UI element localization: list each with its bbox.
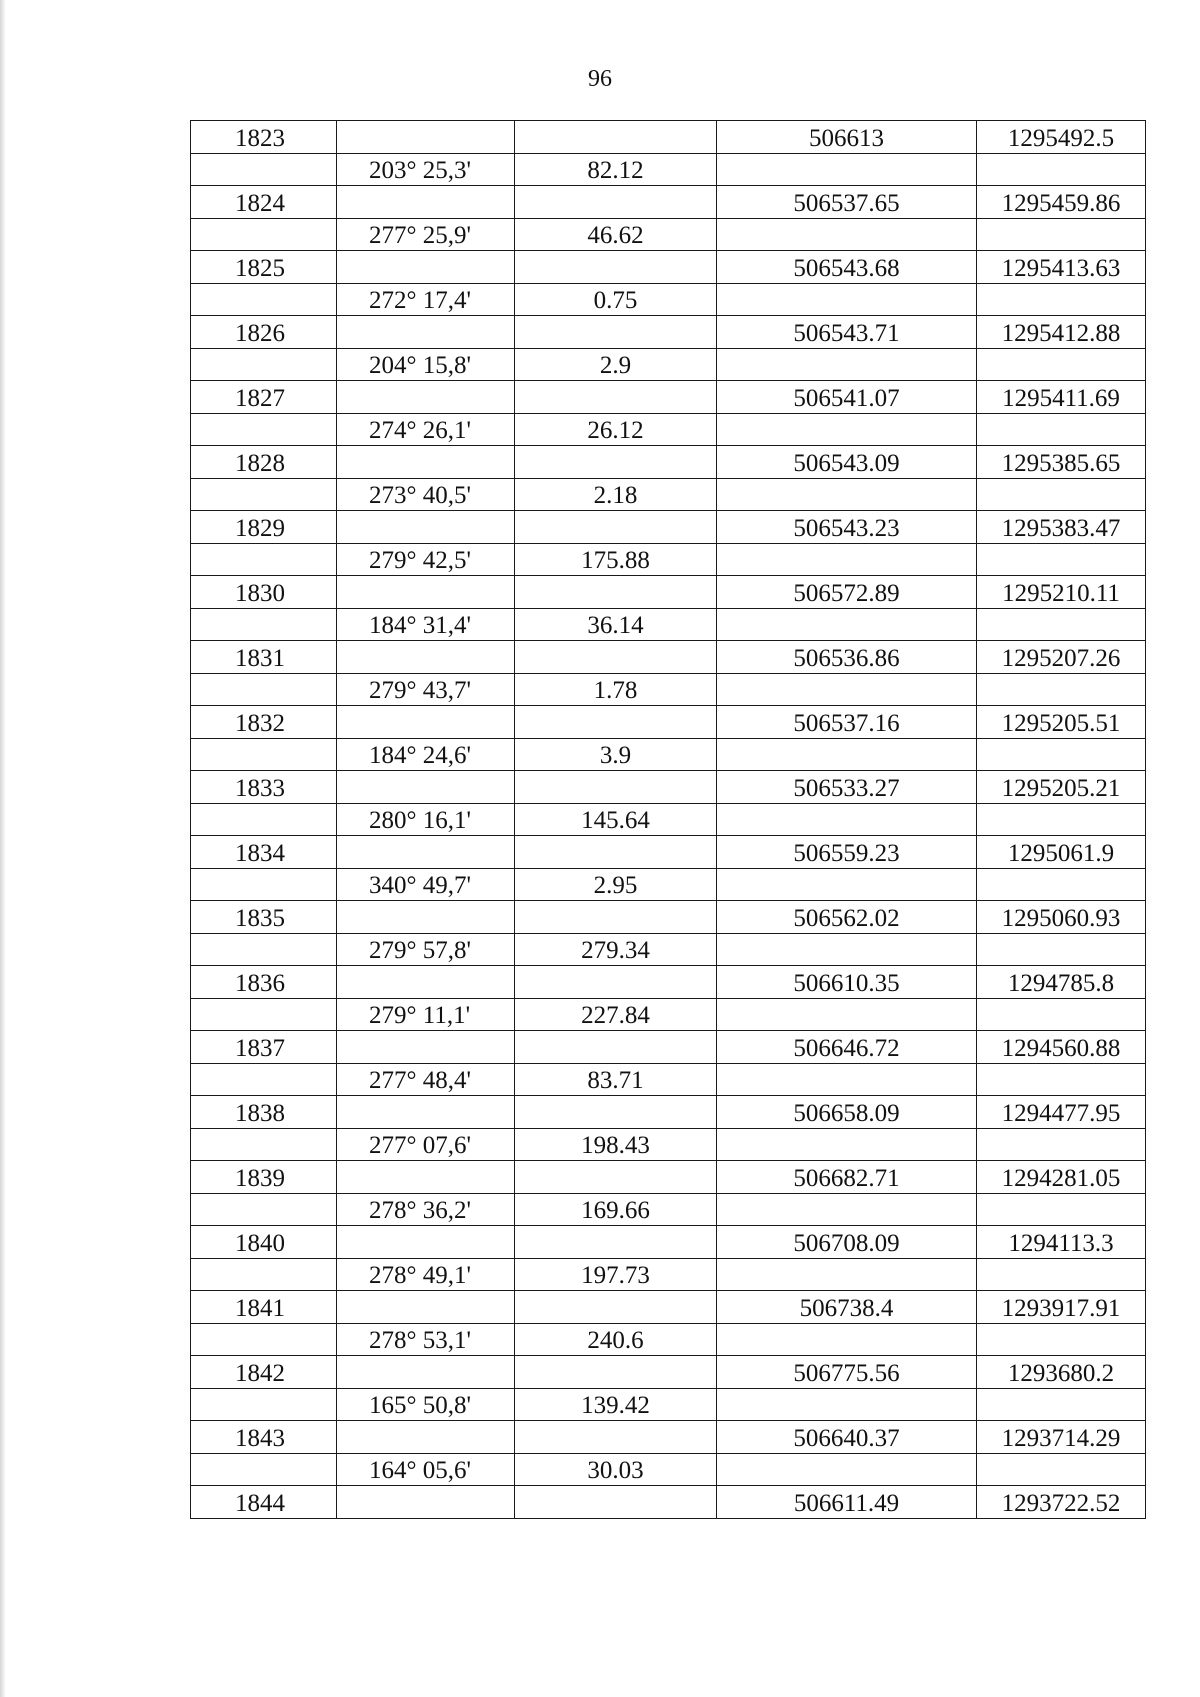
empty-x-cell	[717, 543, 977, 576]
direction-angle-cell: 274° 26,1'	[337, 413, 515, 446]
distance-cell: 2.9	[515, 348, 717, 381]
x-coordinate-cell: 506775.56	[717, 1356, 977, 1389]
y-coordinate-cell: 1295413.63	[977, 251, 1146, 284]
empty-y-cell	[977, 868, 1146, 901]
y-coordinate-cell: 1295492.5	[977, 121, 1146, 154]
direction-angle-cell: 165° 50,8'	[337, 1388, 515, 1421]
empty-angle-cell	[337, 836, 515, 869]
empty-x-cell	[717, 1258, 977, 1291]
distance-cell: 82.12	[515, 153, 717, 186]
point-row	[191, 186, 1146, 219]
empty-distance-cell	[515, 1161, 717, 1194]
point-number-cell: 1828	[191, 446, 337, 479]
empty-distance-cell	[515, 836, 717, 869]
direction-angle-cell: 279° 42,5'	[337, 543, 515, 576]
direction-angle-cell: 279° 43,7'	[337, 673, 515, 706]
point-row	[191, 121, 1146, 154]
y-coordinate-cell: 1295210.11	[977, 576, 1146, 609]
x-coordinate-cell: 506613	[717, 121, 977, 154]
empty-angle-cell	[337, 381, 515, 414]
point-number-cell: 1844	[191, 1486, 337, 1519]
direction-angle-cell: 184° 31,4'	[337, 608, 515, 641]
x-coordinate-cell: 506572.89	[717, 576, 977, 609]
x-coordinate-cell: 506610.35	[717, 966, 977, 999]
empty-point-cell	[191, 413, 337, 446]
point-row	[191, 251, 1146, 284]
empty-point-cell	[191, 738, 337, 771]
empty-point-cell	[191, 348, 337, 381]
empty-y-cell	[977, 478, 1146, 511]
direction-angle-cell: 272° 17,4'	[337, 283, 515, 316]
point-number-cell: 1825	[191, 251, 337, 284]
point-row	[191, 641, 1146, 674]
distance-cell: 175.88	[515, 543, 717, 576]
direction-angle-cell: 204° 15,8'	[337, 348, 515, 381]
segment-row	[191, 608, 1146, 641]
x-coordinate-cell: 506640.37	[717, 1421, 977, 1454]
point-row	[191, 706, 1146, 739]
point-number-cell: 1838	[191, 1096, 337, 1129]
segment-row	[191, 283, 1146, 316]
distance-cell: 0.75	[515, 283, 717, 316]
empty-distance-cell	[515, 1291, 717, 1324]
empty-point-cell	[191, 933, 337, 966]
y-coordinate-cell: 1293714.29	[977, 1421, 1146, 1454]
empty-distance-cell	[515, 381, 717, 414]
y-coordinate-cell: 1293680.2	[977, 1356, 1146, 1389]
segment-row	[191, 673, 1146, 706]
point-number-cell: 1830	[191, 576, 337, 609]
empty-angle-cell	[337, 771, 515, 804]
empty-angle-cell	[337, 511, 515, 544]
segment-row	[191, 1258, 1146, 1291]
y-coordinate-cell: 1294477.95	[977, 1096, 1146, 1129]
point-row	[191, 966, 1146, 999]
distance-cell: 279.34	[515, 933, 717, 966]
empty-y-cell	[977, 673, 1146, 706]
empty-x-cell	[717, 868, 977, 901]
segment-row	[191, 478, 1146, 511]
point-row	[191, 1356, 1146, 1389]
point-row	[191, 316, 1146, 349]
empty-distance-cell	[515, 251, 717, 284]
direction-angle-cell: 278° 53,1'	[337, 1323, 515, 1356]
empty-angle-cell	[337, 1421, 515, 1454]
segment-row	[191, 1323, 1146, 1356]
direction-angle-cell: 277° 25,9'	[337, 218, 515, 251]
distance-cell: 46.62	[515, 218, 717, 251]
point-number-cell: 1836	[191, 966, 337, 999]
segment-row	[191, 543, 1146, 576]
empty-distance-cell	[515, 771, 717, 804]
distance-cell: 240.6	[515, 1323, 717, 1356]
segment-row	[191, 738, 1146, 771]
x-coordinate-cell: 506646.72	[717, 1031, 977, 1064]
y-coordinate-cell: 1294113.3	[977, 1226, 1146, 1259]
empty-distance-cell	[515, 1421, 717, 1454]
empty-distance-cell	[515, 1031, 717, 1064]
empty-x-cell	[717, 998, 977, 1031]
empty-y-cell	[977, 738, 1146, 771]
empty-distance-cell	[515, 1356, 717, 1389]
empty-y-cell	[977, 1323, 1146, 1356]
segment-row	[191, 1453, 1146, 1486]
distance-cell: 3.9	[515, 738, 717, 771]
empty-point-cell	[191, 1388, 337, 1421]
empty-distance-cell	[515, 901, 717, 934]
empty-angle-cell	[337, 1161, 515, 1194]
empty-angle-cell	[337, 316, 515, 349]
empty-x-cell	[717, 803, 977, 836]
empty-y-cell	[977, 543, 1146, 576]
empty-x-cell	[717, 478, 977, 511]
empty-x-cell	[717, 413, 977, 446]
empty-distance-cell	[515, 316, 717, 349]
empty-distance-cell	[515, 706, 717, 739]
y-coordinate-cell: 1295412.88	[977, 316, 1146, 349]
point-row	[191, 1226, 1146, 1259]
empty-angle-cell	[337, 1226, 515, 1259]
distance-cell: 26.12	[515, 413, 717, 446]
x-coordinate-cell: 506611.49	[717, 1486, 977, 1519]
empty-angle-cell	[337, 1096, 515, 1129]
empty-point-cell	[191, 1128, 337, 1161]
x-coordinate-cell: 506708.09	[717, 1226, 977, 1259]
segment-row	[191, 998, 1146, 1031]
empty-distance-cell	[515, 1226, 717, 1259]
empty-distance-cell	[515, 1096, 717, 1129]
empty-distance-cell	[515, 511, 717, 544]
y-coordinate-cell: 1295459.86	[977, 186, 1146, 219]
empty-y-cell	[977, 413, 1146, 446]
segment-row	[191, 153, 1146, 186]
empty-angle-cell	[337, 1291, 515, 1324]
empty-y-cell	[977, 933, 1146, 966]
empty-angle-cell	[337, 251, 515, 284]
direction-angle-cell: 279° 11,1'	[337, 998, 515, 1031]
empty-point-cell	[191, 803, 337, 836]
empty-x-cell	[717, 218, 977, 251]
empty-point-cell	[191, 153, 337, 186]
direction-angle-cell: 277° 48,4'	[337, 1063, 515, 1096]
empty-point-cell	[191, 1063, 337, 1096]
point-row	[191, 1421, 1146, 1454]
empty-x-cell	[717, 1323, 977, 1356]
empty-x-cell	[717, 673, 977, 706]
point-row	[191, 1161, 1146, 1194]
segment-row	[191, 1128, 1146, 1161]
x-coordinate-cell: 506658.09	[717, 1096, 977, 1129]
point-number-cell: 1824	[191, 186, 337, 219]
empty-y-cell	[977, 283, 1146, 316]
empty-angle-cell	[337, 966, 515, 999]
empty-angle-cell	[337, 186, 515, 219]
segment-row	[191, 348, 1146, 381]
point-number-cell: 1834	[191, 836, 337, 869]
empty-y-cell	[977, 1388, 1146, 1421]
point-number-cell: 1832	[191, 706, 337, 739]
empty-x-cell	[717, 153, 977, 186]
segment-row	[191, 1193, 1146, 1226]
empty-point-cell	[191, 1258, 337, 1291]
distance-cell: 169.66	[515, 1193, 717, 1226]
direction-angle-cell: 280° 16,1'	[337, 803, 515, 836]
empty-x-cell	[717, 348, 977, 381]
point-row	[191, 771, 1146, 804]
distance-cell: 36.14	[515, 608, 717, 641]
point-number-cell: 1827	[191, 381, 337, 414]
point-row	[191, 381, 1146, 414]
empty-y-cell	[977, 218, 1146, 251]
direction-angle-cell: 164° 05,6'	[337, 1453, 515, 1486]
direction-angle-cell: 184° 24,6'	[337, 738, 515, 771]
y-coordinate-cell: 1295205.21	[977, 771, 1146, 804]
empty-angle-cell	[337, 121, 515, 154]
empty-angle-cell	[337, 901, 515, 934]
point-row	[191, 446, 1146, 479]
coordinates-table-body	[191, 121, 1146, 1519]
distance-cell: 198.43	[515, 1128, 717, 1161]
point-number-cell: 1831	[191, 641, 337, 674]
segment-row	[191, 1388, 1146, 1421]
empty-point-cell	[191, 543, 337, 576]
y-coordinate-cell: 1295385.65	[977, 446, 1146, 479]
point-number-cell: 1833	[191, 771, 337, 804]
y-coordinate-cell: 1295207.26	[977, 641, 1146, 674]
scan-edge-shadow	[0, 0, 6, 1697]
point-number-cell: 1835	[191, 901, 337, 934]
point-number-cell: 1839	[191, 1161, 337, 1194]
empty-point-cell	[191, 673, 337, 706]
empty-x-cell	[717, 933, 977, 966]
empty-angle-cell	[337, 706, 515, 739]
empty-y-cell	[977, 803, 1146, 836]
empty-distance-cell	[515, 641, 717, 674]
y-coordinate-cell: 1295060.93	[977, 901, 1146, 934]
empty-distance-cell	[515, 966, 717, 999]
x-coordinate-cell: 506543.71	[717, 316, 977, 349]
y-coordinate-cell: 1295411.69	[977, 381, 1146, 414]
x-coordinate-cell: 506543.09	[717, 446, 977, 479]
empty-point-cell	[191, 478, 337, 511]
direction-angle-cell: 277° 07,6'	[337, 1128, 515, 1161]
empty-point-cell	[191, 218, 337, 251]
x-coordinate-cell: 506536.86	[717, 641, 977, 674]
point-row	[191, 836, 1146, 869]
point-number-cell: 1841	[191, 1291, 337, 1324]
empty-distance-cell	[515, 121, 717, 154]
empty-x-cell	[717, 1388, 977, 1421]
x-coordinate-cell: 506562.02	[717, 901, 977, 934]
distance-cell: 2.95	[515, 868, 717, 901]
segment-row	[191, 413, 1146, 446]
empty-angle-cell	[337, 1486, 515, 1519]
empty-y-cell	[977, 608, 1146, 641]
y-coordinate-cell: 1295061.9	[977, 836, 1146, 869]
empty-angle-cell	[337, 1356, 515, 1389]
empty-point-cell	[191, 608, 337, 641]
point-row	[191, 1486, 1146, 1519]
empty-x-cell	[717, 608, 977, 641]
distance-cell: 197.73	[515, 1258, 717, 1291]
empty-angle-cell	[337, 576, 515, 609]
empty-y-cell	[977, 1258, 1146, 1291]
empty-angle-cell	[337, 446, 515, 479]
distance-cell: 139.42	[515, 1388, 717, 1421]
empty-distance-cell	[515, 446, 717, 479]
x-coordinate-cell: 506682.71	[717, 1161, 977, 1194]
empty-distance-cell	[515, 1486, 717, 1519]
empty-point-cell	[191, 1193, 337, 1226]
point-row	[191, 1291, 1146, 1324]
empty-x-cell	[717, 283, 977, 316]
x-coordinate-cell: 506543.23	[717, 511, 977, 544]
segment-row	[191, 803, 1146, 836]
empty-x-cell	[717, 1453, 977, 1486]
empty-x-cell	[717, 738, 977, 771]
empty-distance-cell	[515, 576, 717, 609]
empty-point-cell	[191, 868, 337, 901]
x-coordinate-cell: 506738.4	[717, 1291, 977, 1324]
x-coordinate-cell: 506543.68	[717, 251, 977, 284]
direction-angle-cell: 203° 25,3'	[337, 153, 515, 186]
distance-cell: 30.03	[515, 1453, 717, 1486]
empty-y-cell	[977, 1063, 1146, 1096]
segment-row	[191, 933, 1146, 966]
x-coordinate-cell: 506559.23	[717, 836, 977, 869]
y-coordinate-cell: 1295205.51	[977, 706, 1146, 739]
distance-cell: 2.18	[515, 478, 717, 511]
empty-y-cell	[977, 348, 1146, 381]
y-coordinate-cell: 1293917.91	[977, 1291, 1146, 1324]
direction-angle-cell: 340° 49,7'	[337, 868, 515, 901]
empty-angle-cell	[337, 1031, 515, 1064]
distance-cell: 1.78	[515, 673, 717, 706]
y-coordinate-cell: 1294785.8	[977, 966, 1146, 999]
y-coordinate-cell: 1294560.88	[977, 1031, 1146, 1064]
y-coordinate-cell: 1293722.52	[977, 1486, 1146, 1519]
point-number-cell: 1829	[191, 511, 337, 544]
segment-row	[191, 218, 1146, 251]
direction-angle-cell: 279° 57,8'	[337, 933, 515, 966]
point-number-cell: 1840	[191, 1226, 337, 1259]
y-coordinate-cell: 1295383.47	[977, 511, 1146, 544]
distance-cell: 83.71	[515, 1063, 717, 1096]
direction-angle-cell: 278° 49,1'	[337, 1258, 515, 1291]
x-coordinate-cell: 506537.65	[717, 186, 977, 219]
empty-point-cell	[191, 1323, 337, 1356]
page-number: 96	[588, 66, 612, 92]
point-number-cell: 1823	[191, 121, 337, 154]
point-row	[191, 576, 1146, 609]
empty-x-cell	[717, 1063, 977, 1096]
x-coordinate-cell: 506541.07	[717, 381, 977, 414]
empty-y-cell	[977, 153, 1146, 186]
point-number-cell: 1837	[191, 1031, 337, 1064]
direction-angle-cell: 273° 40,5'	[337, 478, 515, 511]
empty-y-cell	[977, 1453, 1146, 1486]
segment-row	[191, 1063, 1146, 1096]
empty-angle-cell	[337, 641, 515, 674]
empty-y-cell	[977, 1128, 1146, 1161]
empty-point-cell	[191, 283, 337, 316]
direction-angle-cell: 278° 36,2'	[337, 1193, 515, 1226]
empty-y-cell	[977, 998, 1146, 1031]
point-row	[191, 1031, 1146, 1064]
x-coordinate-cell: 506537.16	[717, 706, 977, 739]
empty-x-cell	[717, 1193, 977, 1226]
y-coordinate-cell: 1294281.05	[977, 1161, 1146, 1194]
x-coordinate-cell: 506533.27	[717, 771, 977, 804]
point-row	[191, 511, 1146, 544]
empty-x-cell	[717, 1128, 977, 1161]
empty-point-cell	[191, 998, 337, 1031]
distance-cell: 145.64	[515, 803, 717, 836]
coordinates-table	[190, 120, 1146, 1519]
empty-y-cell	[977, 1193, 1146, 1226]
point-number-cell: 1842	[191, 1356, 337, 1389]
empty-distance-cell	[515, 186, 717, 219]
point-number-cell: 1826	[191, 316, 337, 349]
point-number-cell: 1843	[191, 1421, 337, 1454]
point-row	[191, 1096, 1146, 1129]
point-row	[191, 901, 1146, 934]
segment-row	[191, 868, 1146, 901]
empty-point-cell	[191, 1453, 337, 1486]
distance-cell: 227.84	[515, 998, 717, 1031]
